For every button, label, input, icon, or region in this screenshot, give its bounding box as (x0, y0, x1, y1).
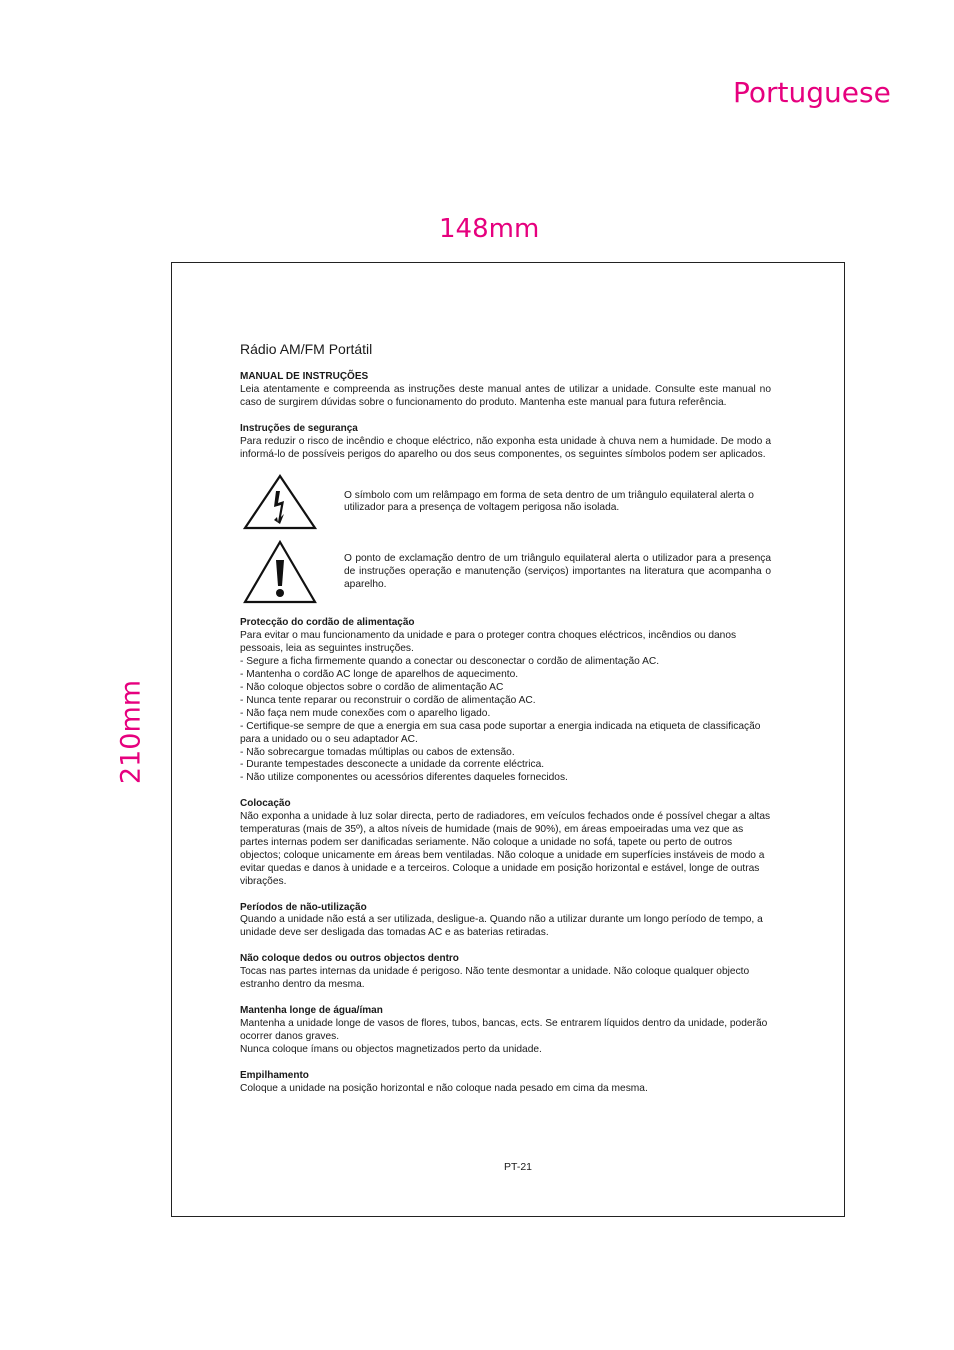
stacking-paragraph: Coloque a unidade na posição horizontal e não coloque nada pesado em cima da mesma. (240, 1082, 648, 1094)
symbol-row-lightning (240, 474, 771, 530)
manual-paragraph: Leia atentamente e compreenda as instruções deste manual antes de utilizar a unidade. Consulte este manual no caso de surgirem dúvidas sobre o funcionamento do produto. Mantenha este manual para futura referência. (240, 383, 771, 408)
nonuse-paragraph: Quando a unidade não está a ser utilizada, desligue-a. Quando não a utilizar durante um longo período de tempo, a unidade deve ser desligada das tomadas AC e as baterias retiradas. (240, 914, 763, 939)
width-dimension-label: 148mm (439, 214, 540, 244)
document-title: Rádio AM/FM Portátil (240, 341, 373, 357)
exclamation-warning-icon (243, 540, 317, 604)
language-label: Portuguese (733, 76, 891, 109)
cord-item: - Certifique-se sempre de que a energia em sua casa pode suportar a energia indicada na etiqueta de classificação para a unidado ou o seu adaptador AC. (240, 720, 761, 745)
fingers-heading: Não coloque dedos ou outros objectos dentro (240, 953, 459, 965)
lightning-warning-icon (243, 474, 317, 530)
cord-item: - Durante tempestades desconecte a unidade da corrente eléctrica. (240, 759, 545, 771)
safety-paragraph: Para reduzir o risco de incêndio e choque eléctrico, não exponha esta unidade à chuva nem a humidade. De modo a informá-lo de possíveis perigos do aparelho ou dos seus componentes, os seguintes símbolos podem ser aplicados. (240, 435, 771, 460)
cord-item: - Segure a ficha firmemente quando a conectar ou desconectar o cordão de alimentação AC. (240, 656, 660, 668)
symbol-exclamation-text: O ponto de exclamação dentro de um triângulo equilateral alerta o utilizador para a presença de instruções operação e manutenção (serviços) importantes na literatura que acompanha o aparelho. (344, 553, 771, 590)
cord-item: - Não faça nem mude conexões com o aparelho ligado. (240, 707, 491, 719)
placement-heading: Colocação (240, 798, 291, 810)
cord-item: - Não utilize componentes ou acessórios diferentes daqueles fornecidos. (240, 772, 568, 784)
safety-heading: Instruções de segurança (240, 422, 358, 434)
fingers-paragraph: Tocas nas partes internas da unidade é perigoso. Não tente desmontar a unidade. Não coloque qualquer objecto estranho dentro da mesma. (240, 966, 750, 991)
cord-item: - Nunca tente reparar ou reconstruir o cordão de alimentação AC. (240, 694, 536, 706)
symbol-row-exclamation (240, 540, 771, 604)
water-heading: Mantenha longe de água/íman (240, 1005, 383, 1016)
cord-heading: Protecção do cordão de alimentação (240, 617, 415, 629)
cord-intro: Para evitar o mau funcionamento da unidade e para o proteger contra choques eléctricos, incêndios ou danos pessoais, leia as seguintes instruções. (240, 630, 737, 655)
height-dimension-label: 210mm (115, 679, 147, 785)
water-paragraph: Nunca coloque ímans ou objectos magnetizados perto da unidade. (240, 1043, 542, 1055)
cord-item: - Não sobrecargue tomadas múltiplas ou cabos de extensão. (240, 746, 515, 758)
symbol-lightning-text: O símbolo com um relâmpago em forma de seta dentro de um triângulo equilateral alerta o utilizador para a presença de voltagem perigosa não isolada. (344, 489, 754, 514)
cord-item: - Mantenha o cordão AC longe de aparelhos de aquecimento. (240, 669, 519, 681)
stacking-heading: Empilhamento (240, 1069, 309, 1081)
page-number: PT-21 (503, 1161, 532, 1173)
cord-item: - Não coloque objectos sobre o cordão de alimentação AC (240, 681, 504, 693)
water-paragraph: Mantenha a unidade longe de vasos de flores, tubos, bancas, ects. Se entrarem líquidos dentro da unidade, poderão ocorrer danos graves. (240, 1017, 768, 1042)
nonuse-heading: Períodos de não-utilização (240, 901, 367, 913)
placement-paragraph: Não exponha a unidade à luz solar directa, perto de radiadores, em veículos fechados onde é possível chegar a altas temperaturas (mais de 35º), a altos níveis de humidade (mais de 90%), em áreas empoeiradas uma vez que as partes internas podem ser danificadas seriamente. Não coloque a unidade no sofá, tapete ou perto de outros objectos; coloque unicamente em áreas bem ventiladas. Não coloque a unidade em superfícies instáveis de modo a evitar quedas e danos à unidade e a terceiros. Coloque a unidade em posição horizontal e estável, longe de outras vibrações. (240, 811, 771, 887)
manual-heading: MANUAL DE INSTRUÇÕES (240, 371, 369, 382)
manual-page (240, 340, 771, 1095)
